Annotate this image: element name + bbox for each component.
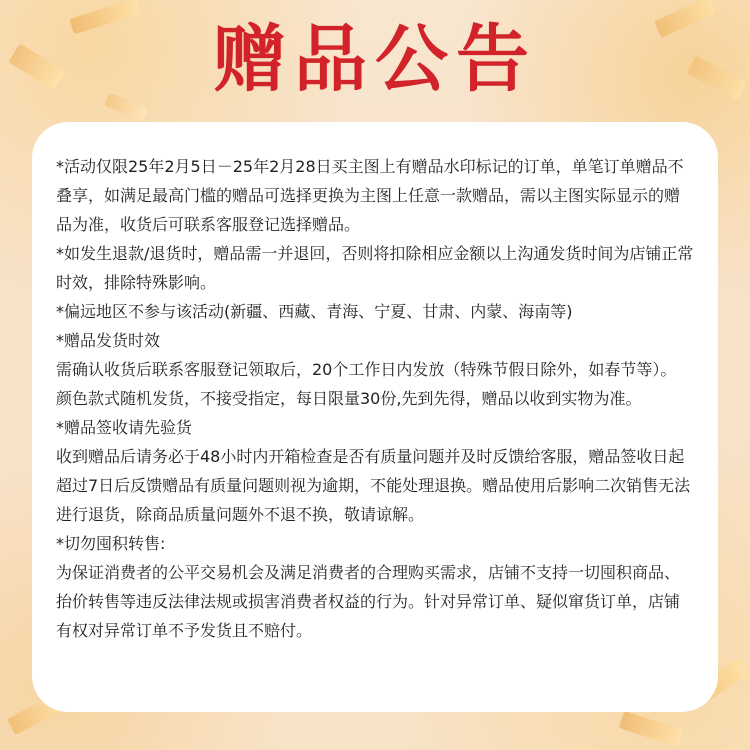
notice-paragraph: *如发生退款/退货时，赠品需一并退回，否则将扣除相应金额以上沟通发货时间为店铺正常时效，排除特殊影响。 — [56, 244, 694, 292]
notice-heading: *切勿囤积转售: — [56, 534, 166, 553]
notice-paragraph: 颜色款式随机发货，不接受指定，每日限量30份,先到先得，赠品以收到实物为准。 — [56, 389, 642, 408]
notice-heading: *赠品发货时效 — [56, 331, 161, 350]
notice-card — [32, 122, 718, 712]
notice-paragraph: *活动仅限25年2月5日－25年2月28日买主图上有赠品水印标记的订单，单笔订单赠品不叠享，如满足最高门槛的赠品可选择更换为主图上任意一款赠品，需以主图实际显示的赠品为准，收货后可联系客服登记选择赠品。 — [56, 157, 684, 234]
notice-paragraph: *偏远地区不参与该活动(新疆、西藏、青海、宁夏、甘肃、内蒙、海南等) — [56, 302, 573, 321]
notice-heading: *赠品签收请先验货 — [56, 418, 193, 437]
notice-paragraph: 为保证消费者的公平交易机会及满足消费者的合理购买需求，店铺不支持一切囤积商品、抬价转售等违反法律法规或损害消费者权益的行为。针对异常订单、疑似窜货订单，店铺有权对异常订单不予发货且不赔付。 — [56, 563, 681, 640]
notice-content — [56, 152, 694, 645]
notice-paragraph: 收到赠品后请务必于48小时内开箱检查是否有质量问题并及时反馈给客服，赠品签收日起超过7日后反馈赠品有质量问题则视为逾期，不能处理退换。赠品使用后影响二次销售无法进行退货，除商品质量问题外不退不换，敬请谅解。 — [56, 447, 691, 524]
notice-paragraph: 需确认收货后联系客服登记领取后，20个工作日内发放（特殊节假日除外，如春节等）。 — [56, 360, 677, 379]
decorative-ribbon-icon — [619, 711, 684, 747]
page-title: 赠品公告 — [213, 17, 537, 102]
